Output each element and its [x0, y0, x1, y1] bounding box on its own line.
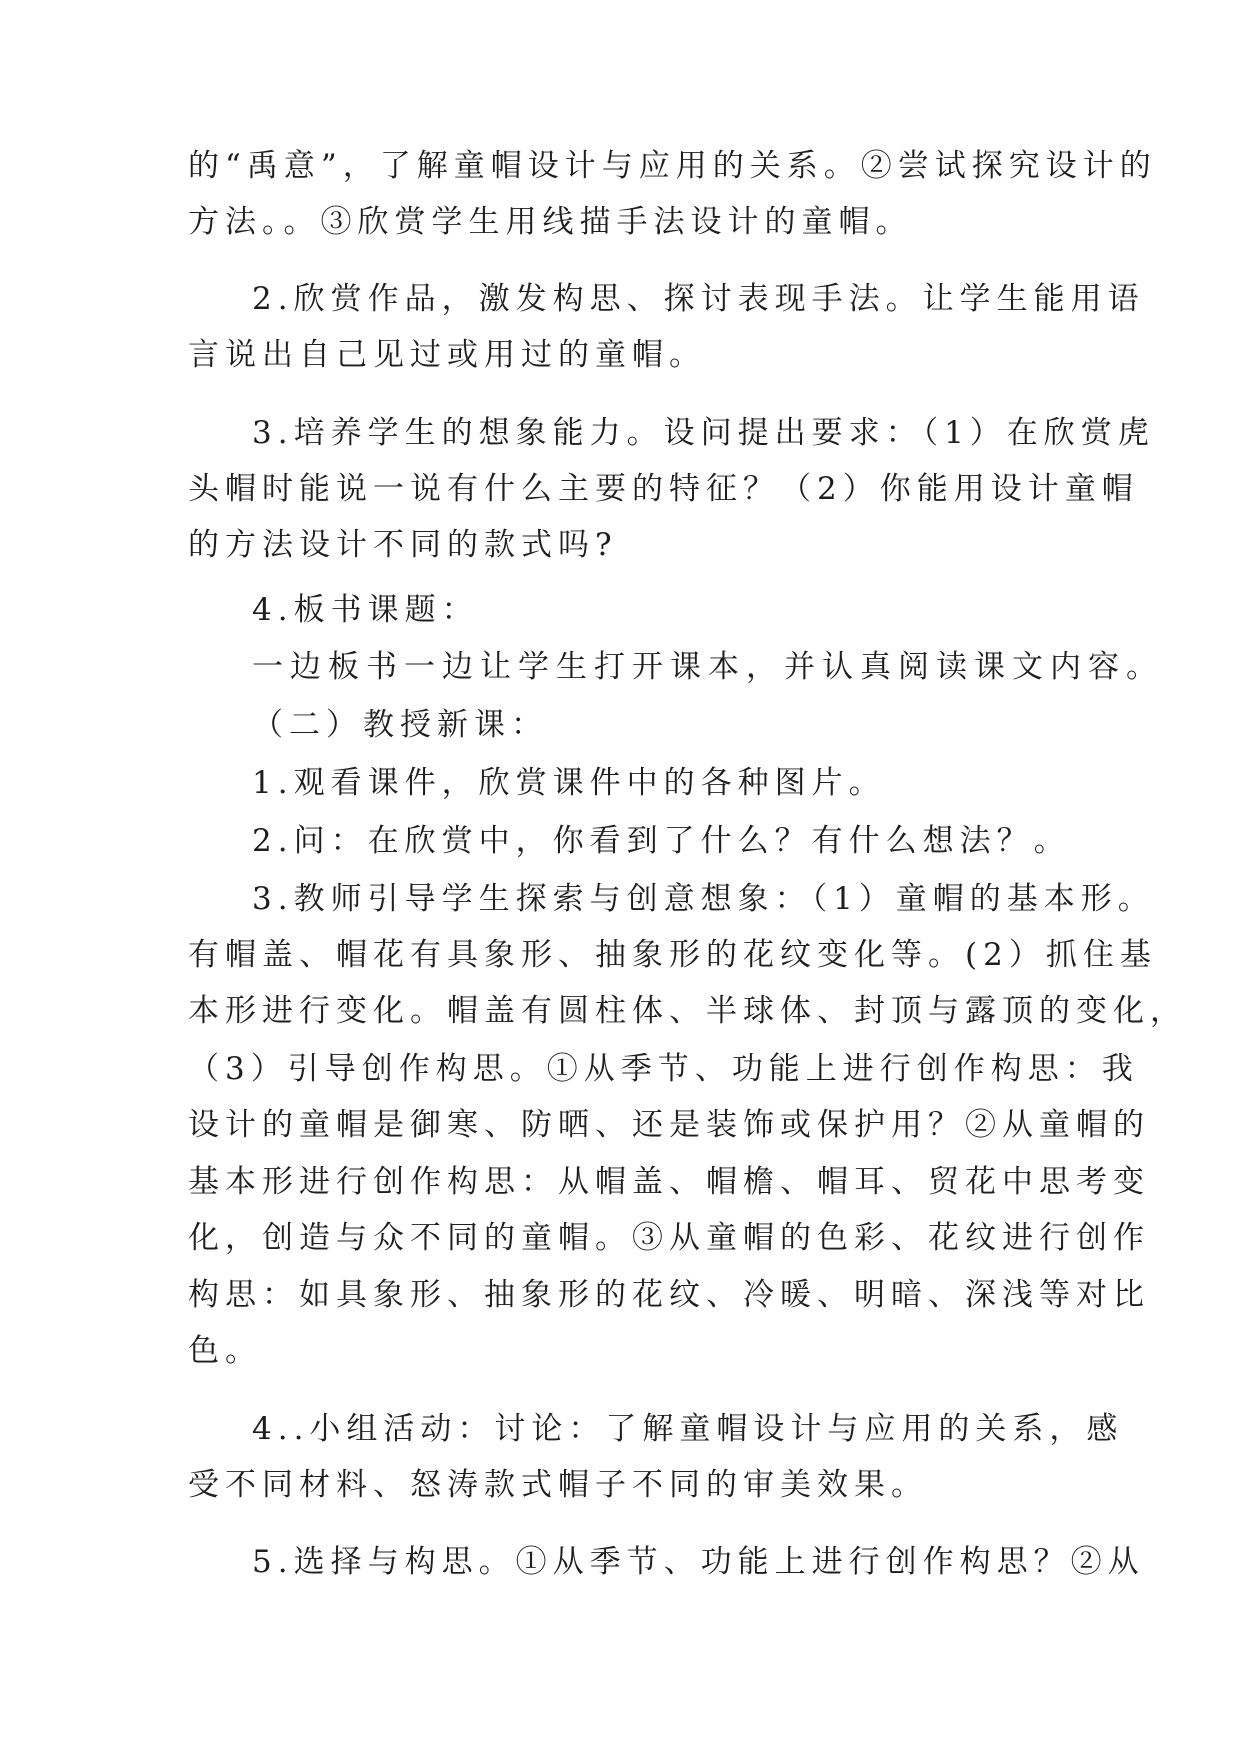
text-line: 2.问：在欣赏中，你看到了什么？有什么想法？。	[252, 823, 1071, 859]
text-line: 3.培养学生的想象能力。设问提出要求：（1）在欣赏虎	[252, 415, 1155, 451]
text-line: 一边板书一边让学生打开课本，并认真阅读课文内容。	[252, 649, 1164, 685]
text-line: 化，创造与众不同的童帽。③从童帽的色彩、花纹进行创作	[188, 1220, 1150, 1256]
text-line: 的“禹意”，了解童帽设计与应用的关系。②尝试探究设计的	[188, 148, 1157, 184]
text-line: 基本形进行创作构思：从帽盖、帽檐、帽耳、贸花中思考变	[188, 1164, 1150, 1200]
text-line: 构思：如具象形、抽象形的花纹、冷暖、明暗、深浅等对比	[188, 1277, 1150, 1313]
text-line: 本形进行变化。帽盖有圆柱体、半球体、封顶与露顶的变化，	[188, 993, 1187, 1029]
text-line: 4..小组活动：讨论：了解童帽设计与应用的关系，感	[252, 1411, 1124, 1447]
text-line: 方法。。③欣赏学生用线描手法设计的童帽。	[188, 204, 913, 240]
text-line: 1.观看课件，欣赏课件中的各种图片。	[252, 765, 886, 801]
text-line: 5.选择与构思。①从季节、功能上进行创作构思？②从	[252, 1544, 1145, 1580]
text-line: 受不同材料、怒涛款式帽子不同的审美效果。	[188, 1467, 928, 1503]
text-line: 色。	[188, 1333, 262, 1369]
text-line: 头帽时能说一说有什么主要的特征？（2）你能用设计童帽	[188, 471, 1139, 507]
text-line: 2.欣赏作品，激发构思、探讨表现手法。让学生能用语	[252, 281, 1145, 317]
text-line: 有帽盖、帽花有具象形、抽象形的花纹变化等。(2）抓住基	[188, 937, 1157, 973]
text-line: 4.板书课题：	[252, 592, 479, 628]
text-line: 言说出自己见过或用过的童帽。	[188, 337, 706, 373]
text-line: （二）教授新课：	[252, 707, 548, 743]
text-line: 设计的童帽是御寒、防晒、还是装饰或保护用？②从童帽的	[188, 1107, 1150, 1143]
text-line: 3.教师引导学生探索与创意想象：（1）童帽的基本形。	[252, 881, 1155, 917]
text-line: （3）引导创作构思。①从季节、功能上进行创作构思：我	[188, 1051, 1139, 1087]
text-line: 的方法设计不同的款式吗?	[188, 527, 618, 563]
